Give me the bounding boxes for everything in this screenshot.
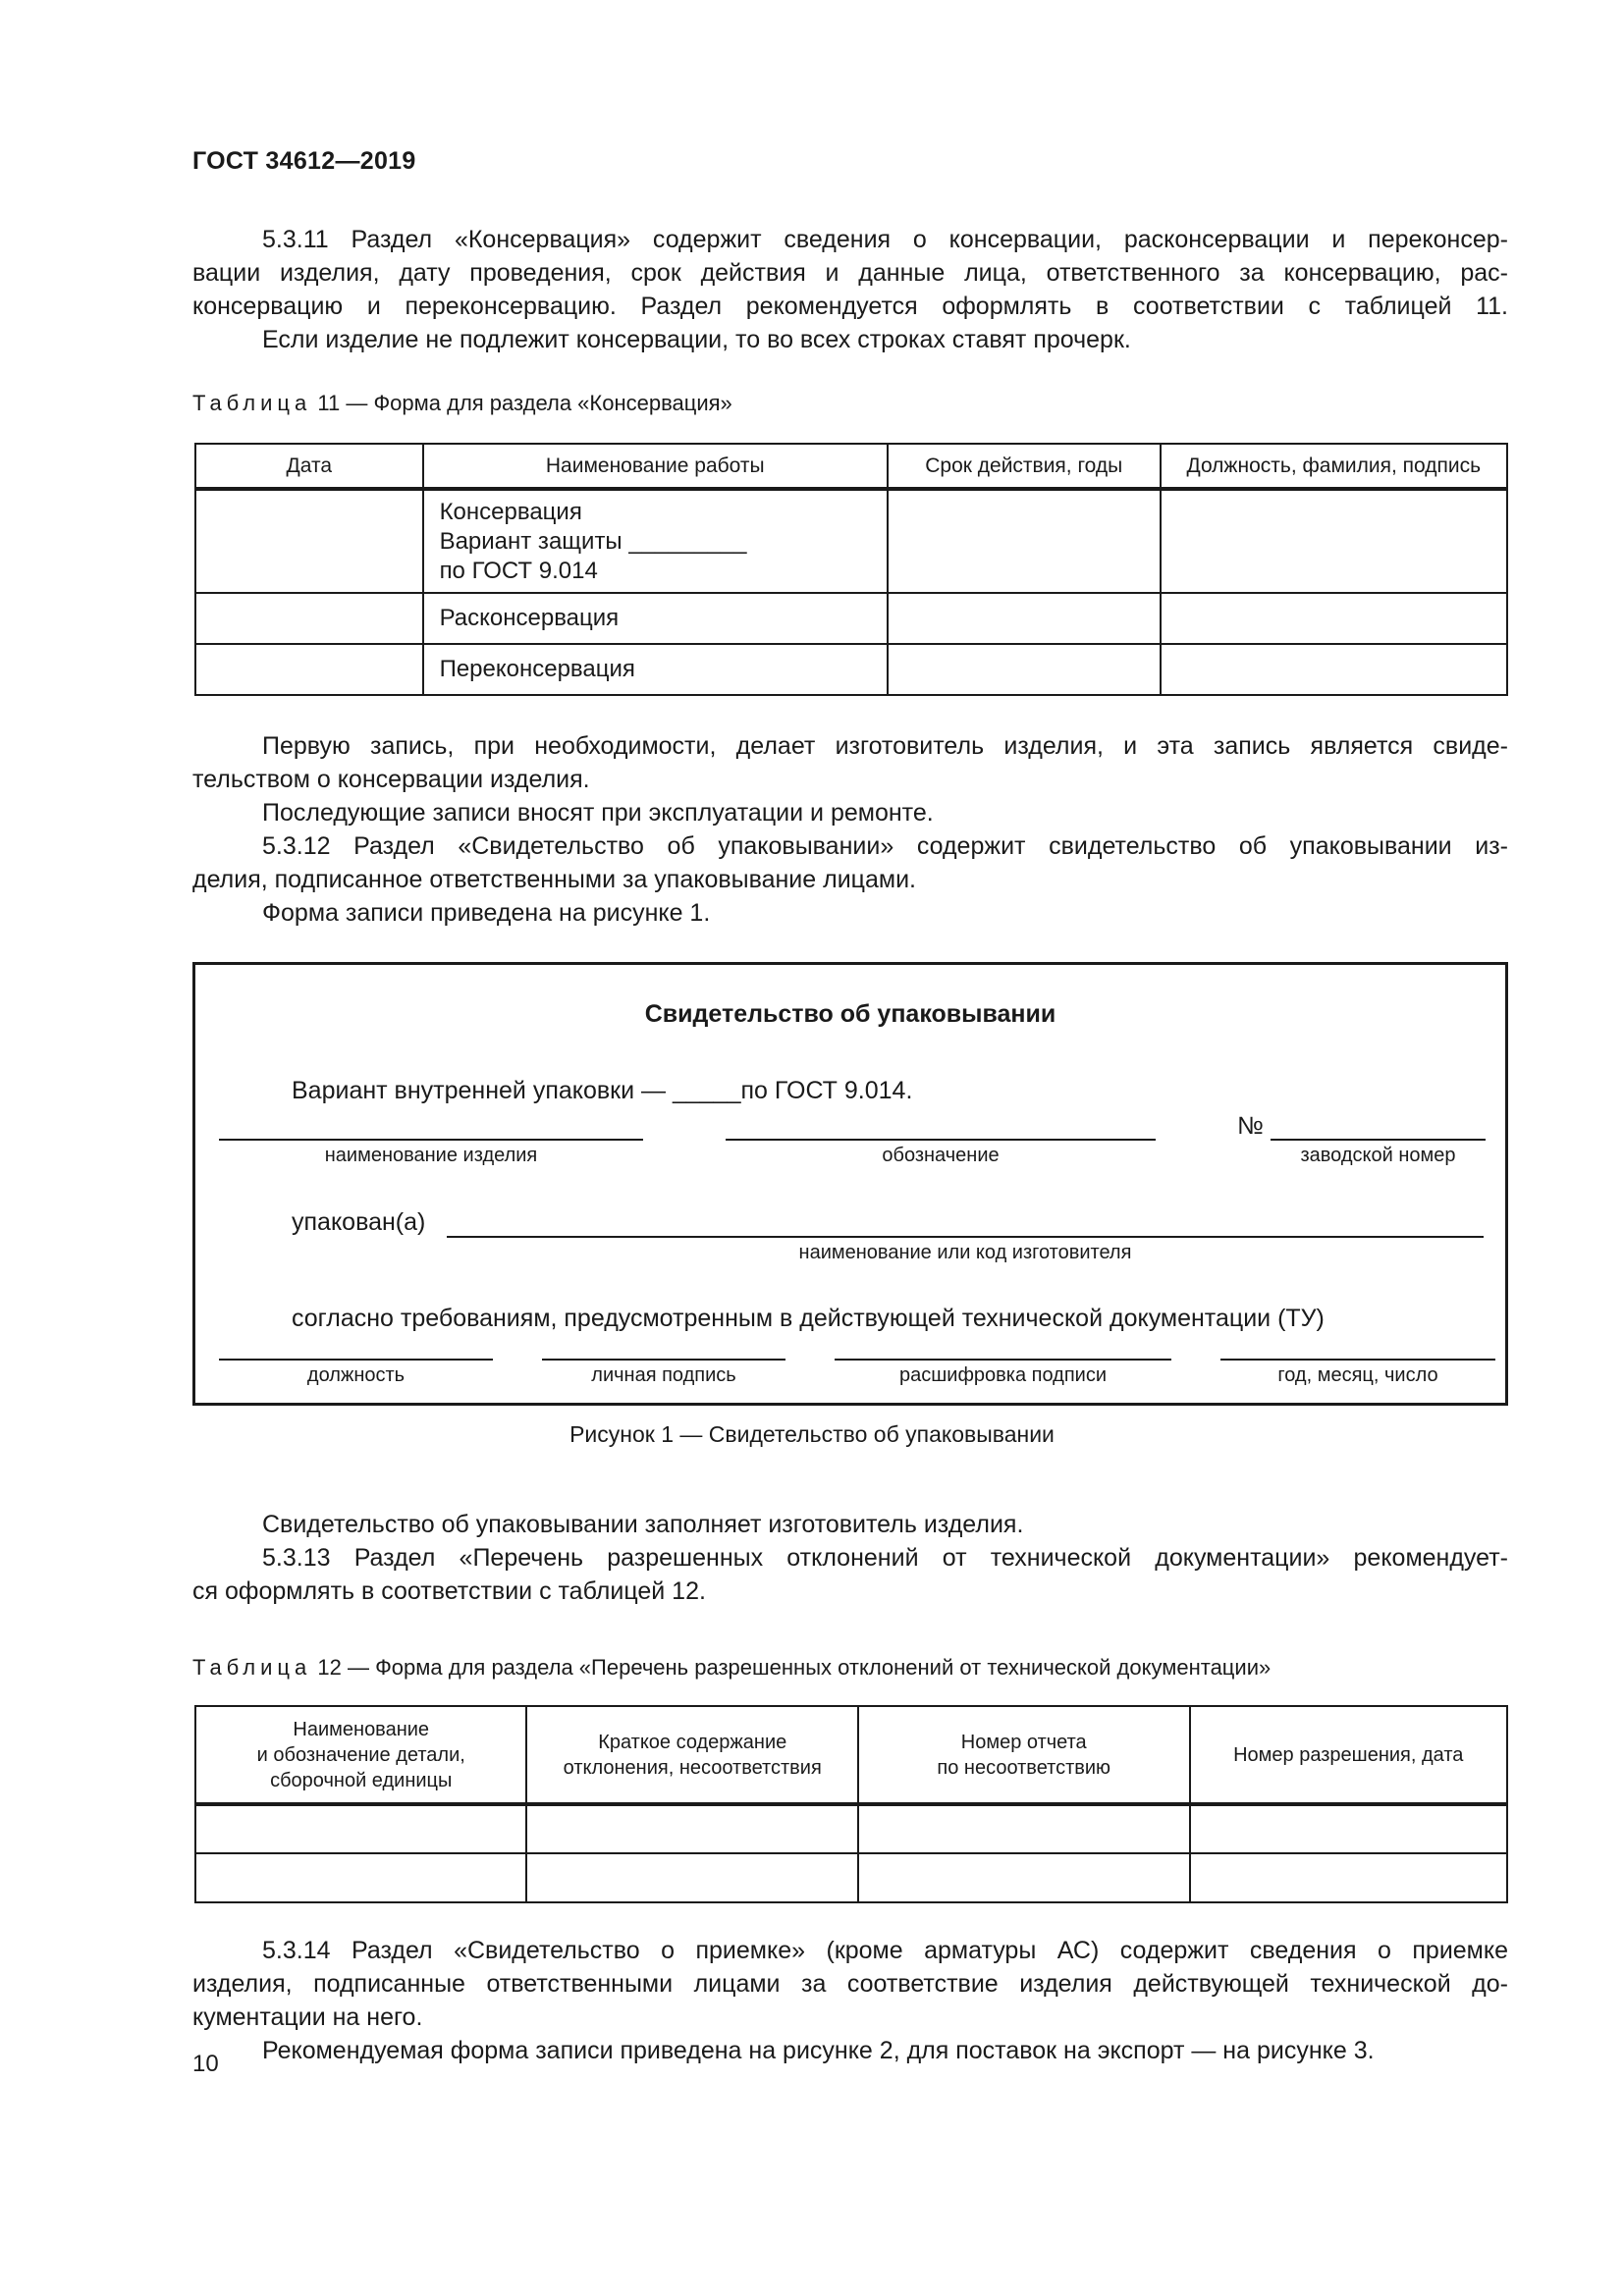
table-cell	[1190, 1853, 1508, 1902]
table11-header-work: Наименование работы	[423, 444, 888, 489]
table11	[194, 443, 1508, 696]
table-cell	[526, 1853, 858, 1902]
table12-header-deviation	[526, 1706, 858, 1804]
label-manufacturer: наименование или код изготовителя	[798, 1242, 1132, 1263]
figure1-number-sign: №	[1237, 1112, 1264, 1140]
figure1-title: Свидетельство об упаковывании	[644, 1000, 1056, 1028]
table-cell	[195, 644, 423, 695]
page-number: 10	[192, 2051, 219, 2077]
header-line: Номер отчета	[960, 1731, 1087, 1753]
section-after-table11	[192, 729, 1508, 930]
section-5-3-11	[192, 223, 1508, 356]
text-line: ся оформлять в соответствии с таблицей 12.	[192, 1577, 706, 1605]
text-line: 5.3.14 Раздел «Свидетельство о приемке» (кроме арматуры АС) содержит сведения о приемке	[262, 1937, 1508, 1964]
table11-caption-word: Таблица	[192, 391, 312, 415]
table12-header-permission	[1190, 1706, 1508, 1804]
table11-cell-conservation	[423, 489, 888, 593]
table-row	[195, 644, 1507, 695]
label-signature: личная подпись	[591, 1364, 736, 1386]
table11-header-date: Дата	[195, 444, 423, 489]
text-line: изделия, подписанные ответственными лицами за соответствие изделия действующей технической до-	[192, 1970, 1508, 1998]
label-date: год, месяц, число	[1277, 1364, 1438, 1386]
table-cell	[526, 1804, 858, 1853]
text-line: Свидетельство об упаковывании заполняет изготовитель изделия.	[262, 1511, 1024, 1538]
cell-line: Вариант защиты _________	[439, 527, 747, 555]
header-line: сборочной единицы	[270, 1769, 453, 1791]
table-cell	[858, 1853, 1190, 1902]
table-row	[195, 593, 1507, 644]
header-line: и обозначение детали,	[256, 1743, 465, 1766]
figure1-packed-label: упакован(а)	[292, 1208, 426, 1236]
text-line: Если изделие не подлежит консервации, то во всех строках ставят прочерк.	[262, 326, 1131, 353]
date-line	[1220, 1359, 1495, 1361]
section-5-3-14	[192, 1934, 1508, 2067]
document-header: ГОСТ 34612—2019	[192, 147, 416, 175]
text-line: 5.3.13 Раздел «Перечень разрешенных отклонений от технической документации» рекомендует-	[262, 1544, 1508, 1572]
header-line: Номер разрешения, дата	[1233, 1743, 1464, 1766]
table11-caption-text: 11 — Форма для раздела «Консервация»	[311, 391, 732, 415]
label-product-name: наименование изделия	[324, 1145, 538, 1166]
designation-line	[726, 1139, 1156, 1141]
table11-header-term: Срок действия, годы	[888, 444, 1161, 489]
table12-header-row	[195, 1706, 1507, 1804]
label-serial-number: заводской номер	[1300, 1145, 1456, 1166]
position-line	[219, 1359, 493, 1361]
cell-line: по ГОСТ 9.014	[439, 557, 598, 584]
section-after-figure1	[192, 1508, 1508, 1608]
text-line: Последующие записи вносят при эксплуатации и ремонте.	[262, 799, 934, 827]
text-line: вации изделия, дату проведения, срок действия и данные лица, ответственного за консервацию, рас-	[192, 259, 1508, 287]
text-line: 5.3.12 Раздел «Свидетельство об упаковывании» содержит свидетельство об упаковывании из-	[262, 832, 1508, 860]
table11-cell-reconservation: Переконсервация	[423, 644, 888, 695]
header-line: Наименование	[293, 1718, 430, 1740]
text-line: Первую запись, при необходимости, делает изготовитель изделия, и эта запись является свиде-	[262, 732, 1508, 760]
table11-caption	[192, 391, 732, 416]
table-cell	[195, 489, 423, 593]
table12-caption	[192, 1655, 1271, 1681]
table-row	[195, 1804, 1507, 1853]
table11-header-position: Должность, фамилия, подпись	[1161, 444, 1507, 489]
table11-header-row	[195, 444, 1507, 489]
table-cell	[1190, 1804, 1508, 1853]
table12-caption-text: 12 — Форма для раздела «Перечень разрешенных отклонений от технической документации»	[311, 1655, 1272, 1680]
table-cell	[858, 1804, 1190, 1853]
table-row	[195, 1853, 1507, 1902]
table-row	[195, 489, 1507, 593]
table12-header-report	[858, 1706, 1190, 1804]
table-cell	[1161, 644, 1507, 695]
manufacturer-line	[447, 1236, 1484, 1238]
table11-cell-deconservation: Расконсервация	[423, 593, 888, 644]
figure1-form	[192, 962, 1508, 1406]
product-name-line	[219, 1139, 643, 1141]
text-line: делия, подписанное ответственными за упаковывание лицами.	[192, 866, 916, 893]
label-position: должность	[306, 1364, 406, 1386]
text-line: тельством о консервации изделия.	[192, 766, 590, 793]
table-cell	[888, 644, 1161, 695]
header-line: отклонения, несоответствия	[563, 1756, 822, 1779]
label-designation: обозначение	[882, 1145, 1000, 1166]
table-cell	[195, 1853, 526, 1902]
text-line: Рекомендуемая форма записи приведена на рисунке 2, для поставок на экспорт — на рисунке 3.	[262, 2037, 1375, 2064]
figure1-caption: Рисунок 1 — Свидетельство об упаковывании	[569, 1421, 1055, 1447]
table12-header-part	[195, 1706, 526, 1804]
label-signature-decoding: расшифровка подписи	[898, 1364, 1107, 1386]
signature-line	[542, 1359, 785, 1361]
table-cell	[195, 593, 423, 644]
figure1-requirements-line: согласно требованиям, предусмотренным в действующей технической документации (ТУ)	[292, 1305, 1325, 1332]
header-line: по несоответствию	[937, 1756, 1111, 1779]
text-line: консервацию и переконсервацию. Раздел рекомендуется оформлять в соответствии с таблицей 11.	[192, 293, 1508, 320]
text-line: 5.3.11 Раздел «Консервация» содержит сведения о консервации, расконсервации и переконсер-	[262, 226, 1508, 253]
table-cell	[888, 489, 1161, 593]
text-line: кументации на него.	[192, 2003, 423, 2031]
table-cell	[1161, 593, 1507, 644]
table12-caption-word: Таблица	[192, 1655, 312, 1680]
signature-decoding-line	[835, 1359, 1171, 1361]
table-cell	[888, 593, 1161, 644]
table12	[194, 1705, 1508, 1903]
cell-line: Консервация	[439, 498, 582, 525]
figure1-variant-line: Вариант внутренней упаковки — _____по ГОСТ 9.014.	[292, 1077, 913, 1104]
text-line: Форма записи приведена на рисунке 1.	[262, 899, 711, 927]
serial-number-line	[1271, 1139, 1486, 1141]
header-line: Краткое содержание	[598, 1731, 787, 1753]
table-cell	[1161, 489, 1507, 593]
table-cell	[195, 1804, 526, 1853]
